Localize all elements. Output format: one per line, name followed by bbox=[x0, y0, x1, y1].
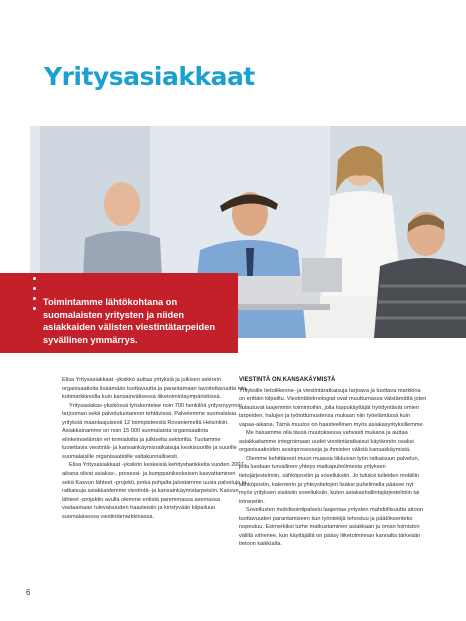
right-paragraph: Sovellusten mobilisointipalvelu laajentaa yritysten mahdollisuutta aitoon tuottavuuden parantamiseen kun työntekijä tehostuu ja päätöksenteko nopeutuu. Esimerkiksi turhe matkustaminen asiakkaan ja oman toimiston välillä vähenee, kun käyttäjällä on pääsy liiketoiminnan kannalta tärkeään tietoon kaikkialta. bbox=[239, 507, 423, 548]
left-paragraph: Elisa Yritysasiakkaat -yksikkö auttaa yrityksiä ja julkisen sektorin organisaatioita lisäämään tuottavuutta ja parantamaan tavoitettavuutta niin kotimarkkinoilla kuin kansainvälisessä liiketoimintaympäristössä. bbox=[62, 377, 247, 401]
section-heading: VIESTINTÄ ON KANSAKÄYMISTÄ bbox=[239, 377, 336, 383]
right-column bbox=[239, 376, 427, 549]
left-paragraph: Yritysasiakas-yksikössä työskentelee noin 700 henkilöä yritysmyynnin, tarjooman sekä palvelutuotannon tehtävissä. Palvelemme suomalaisia yrityksiä maanlaajuisesti 12 toimipisteestä Rovaniemeltä Helsinkiin. Asiakkainamme on noin 15 000 suomalaista organisaatiota elinkeinoelämän eri toimialoilta ja julkiselta sektorilta. Tuotamme luotettavia viestintä- ja kansainkäymisratkaisuja keskisuurille ja suurille suomalaisille organisaatioille valtakunnallisesti. bbox=[62, 402, 244, 460]
right-paragraph: Yrityksille tietoliikenne- ja viestintäratkaisuja tarjoava ja tuottava markkina on erittäin kilpailtu. Viestintäteknologiat ovat muuttumassa väistämättä joten sulautuvat laajemmin toimintoihin, jolla loppukäyttäjät hyödyntävät omien tarpeiden, halujen ja työtottumustensa mukaan niin työelämässä kuin vapaa-aikana. Tämä muutos on haasteellinen myös asiakasyrityksillemme. bbox=[239, 387, 427, 428]
page-number: 6 bbox=[26, 588, 31, 597]
right-paragraph: Olemme kehittäneet muun muassa liikkuvan työn ratkaisuun palvelun, jolla luodaan turvallinen yhteys matkapuhelimesta yrityksen tietojärjestelmiin, sähköpostiin ja sovelluksiin. Jo tutuksi tulleiden mobiilin sähköpostin, kalenterin ja yhteystietojen lisäksi puhelimella pääsee nyt myös yrityksen sisäisiin sovelluksiin, kuten asiakashallintajärjestelmiin tai intranetiin. bbox=[239, 455, 420, 505]
right-paragraph: Me haluamme olla tässä muutoksessa vahvasti mukana ja auttaa asiakkaitamme integroimaan uudet viestintäratkaisut käytännön osaksi organisaatioiden avainprosesseja ja ihmisten välistä kansaskäymistä. bbox=[239, 430, 414, 454]
pull-quote-dots bbox=[32, 277, 40, 317]
pull-quote: Toimintamme lähtökohtana on suomalaisten yritysten ja niiden asiakkaiden välisten viestintätarpeiden syvällinen ymmärrys. bbox=[43, 297, 216, 345]
left-paragraph: Elisa Yritysasiakkaat -yksikön keskeisiä kehityshankkeita vuoden 2007 aikana olivat asiakas-, prosessi- ja kumppanikeskeisen kasvattaminen sekä Kasvun lähteet -projekti, jonka pohjalta jalostamme uusia palveluja ja ratkaisuja asiakkaidemme viestintä- ja kansainkäymistarpeisiin. Kasvun lähteet -projektin avulla olemme entistä paremmassa asemassa vastaamaan tulevaisuuden haasteisiin ja kiristyvään kilpailuun suomalaisessa viestintämarkkinassa. bbox=[62, 462, 247, 520]
left-column bbox=[62, 376, 247, 521]
page-title: Yritysasiakkaat bbox=[44, 62, 255, 91]
